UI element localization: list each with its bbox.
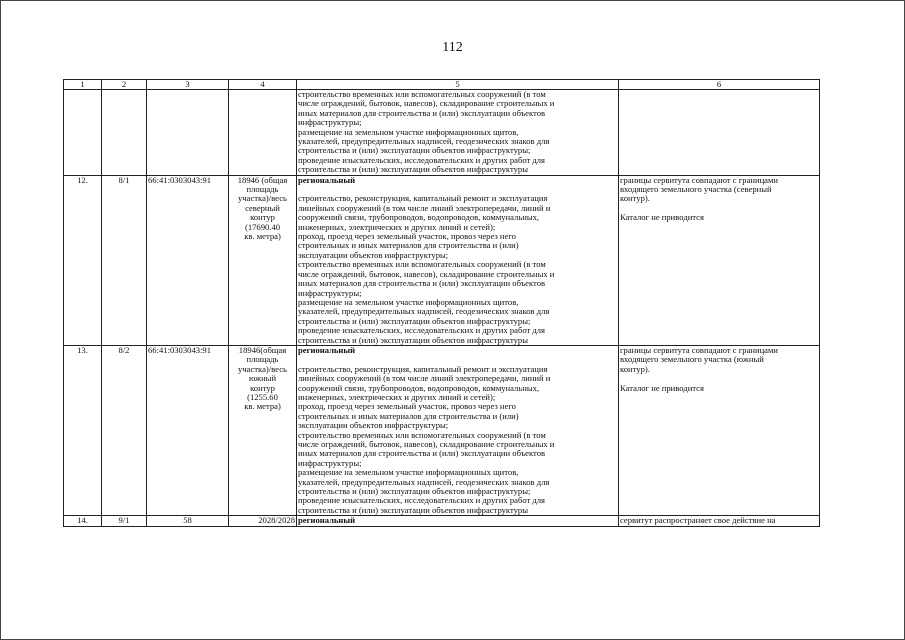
purpose-line: строительства и (или) эксплуатации объектов инфраструктуры; xyxy=(298,145,531,156)
purpose-line: инженерных, электрических и других линий и сетей); xyxy=(298,391,496,402)
continuation-row xyxy=(64,90,820,176)
purpose-line: иных материалов для строительства и (или) эксплуатации объектов xyxy=(298,278,546,289)
row-number: 14. xyxy=(64,516,102,526)
purpose-line: размещение на земельном участке информационных щитов, xyxy=(298,296,519,307)
catalog-note: Каталог не приводится xyxy=(620,382,704,393)
area-line: кв. метра) xyxy=(244,401,281,412)
purpose-line: строительство временных или вспомогательных сооружений (в том xyxy=(298,429,546,440)
purpose-line: строительство временных или вспомогательных сооружений (в том xyxy=(298,89,546,99)
status-label: региональный xyxy=(298,515,356,526)
note-line: границы сервитута совпадают с границами xyxy=(620,345,779,355)
note-line: контур). xyxy=(620,193,650,204)
empty-cell xyxy=(102,90,147,176)
purpose-line: проведение изыскательских, исследовательских и других работ для xyxy=(298,325,546,336)
area-line: площадь xyxy=(246,184,279,195)
purpose-line: указателей, предупредительных надписей, геодезических знаков для xyxy=(298,136,550,147)
servitude-table xyxy=(63,79,820,527)
area-cell xyxy=(229,345,297,515)
purpose-line: инженерных, электрических и других линий и сетей); xyxy=(298,221,496,232)
purpose-line: иных материалов для строительства и (или) эксплуатации объектов xyxy=(298,448,546,459)
header-cell: 3 xyxy=(147,80,229,90)
area-line: 18946(общая xyxy=(238,345,287,355)
purpose-cell xyxy=(297,516,619,526)
purpose-line: линейных сооружений (в том числе линий электропередачи, линий и xyxy=(298,373,551,384)
header-cell: 4 xyxy=(229,80,297,90)
row-number: 13. xyxy=(64,345,102,515)
purpose-line: проведение изыскательских, исследовательских и других работ для xyxy=(298,495,546,506)
area-line: южный xyxy=(248,373,277,384)
purpose-line: числе ограждений, бытовок, навесов), складирование строительных и xyxy=(298,268,555,279)
area-line: контур xyxy=(250,382,275,393)
note-line: входящего земельного участка (северный xyxy=(620,184,772,195)
note-cell xyxy=(619,345,820,515)
area-line: контур xyxy=(250,212,275,223)
area-line: 18946 (общая xyxy=(237,175,288,185)
empty-cell xyxy=(229,90,297,176)
area-line: (17690.40 xyxy=(244,221,281,232)
purpose-line: инфраструктуры; xyxy=(298,287,362,298)
table-header-row xyxy=(64,80,820,90)
purpose-line: размещение на земельном участке информационных щитов, xyxy=(298,126,519,137)
purpose-line: строительство, реконструкция, капитальный ремонт и эксплуатация xyxy=(298,193,548,204)
page-number: 112 xyxy=(442,40,463,55)
cadastral-number: 66:41:0303043:91 xyxy=(147,175,229,345)
row-number: 12. xyxy=(64,175,102,345)
area-cell xyxy=(229,175,297,345)
purpose-cell xyxy=(297,175,619,345)
catalog-note: Каталог не приводится xyxy=(620,212,704,223)
purpose-line: эксплуатации объектов инфраструктуры; xyxy=(298,420,449,431)
cadastral-number: 66:41:0303043:91 xyxy=(147,345,229,515)
note-line: сервитут распространяет свое действие на xyxy=(620,515,776,526)
purpose-line: эксплуатации объектов инфраструктуры; xyxy=(298,249,449,260)
purpose-line: размещение на земельном участке информационных щитов, xyxy=(298,467,519,478)
header-cell: 1 xyxy=(64,80,102,90)
status-label: региональный xyxy=(298,345,356,355)
purpose-line: строительства и (или) эксплуатации объектов инфраструктуры xyxy=(298,164,528,175)
purpose-line: сооружений связи, трубопроводов, водопроводов, коммунальных, xyxy=(298,212,540,223)
empty-cell xyxy=(64,90,102,176)
note-line: контур). xyxy=(620,363,650,374)
header-cell: 2 xyxy=(102,80,147,90)
purpose-line: строительных и иных материалов для строительства и (или) xyxy=(298,240,519,251)
area-cell xyxy=(229,516,297,526)
purpose-line: строительство временных или вспомогательных сооружений (в том xyxy=(298,259,546,270)
row-code: 9/1 xyxy=(102,516,147,526)
purpose-line: указателей, предупредительных надписей, геодезических знаков для xyxy=(298,476,550,487)
purpose-line: строительства и (или) эксплуатации объектов инфраструктуры xyxy=(298,504,528,515)
area-line: кв. метра) xyxy=(244,231,281,242)
purpose-line: проход, проезд через земельный участок, провоз через него xyxy=(298,401,516,412)
area-line: площадь xyxy=(246,354,279,365)
area-line: северный xyxy=(245,202,280,213)
purpose-line: иных материалов для строительства и (или) эксплуатации объектов xyxy=(298,107,546,118)
area-line: участка)/весь xyxy=(238,193,287,204)
purpose-line: инфраструктуры; xyxy=(298,117,362,128)
table-row xyxy=(64,175,820,345)
purpose-line: инфраструктуры; xyxy=(298,457,362,468)
note-line: входящего земельного участка (южный xyxy=(620,354,764,365)
purpose-line: проведение изыскательских, исследовательских и других работ для xyxy=(298,154,546,165)
empty-cell xyxy=(147,90,229,176)
table-row xyxy=(64,516,820,526)
purpose-line: указателей, предупредительных надписей, геодезических знаков для xyxy=(298,306,550,317)
area-line: участка)/весь xyxy=(238,363,287,374)
purpose-line: сооружений связи, трубопроводов, водопроводов, коммунальных, xyxy=(298,382,540,393)
purpose-line: линейных сооружений (в том числе линий электропередачи, линий и xyxy=(298,202,551,213)
note-cell xyxy=(619,516,820,526)
purpose-cell xyxy=(297,345,619,515)
purpose-line: строительных и иных материалов для строительства и (или) xyxy=(298,410,519,421)
purpose-line: числе ограждений, бытовок, навесов), складирование строительных и xyxy=(298,439,555,449)
status-label: региональный xyxy=(298,175,356,185)
purpose-line: строительства и (или) эксплуатации объектов инфраструктуры xyxy=(298,334,528,345)
area-line: (1255.60 xyxy=(247,391,278,402)
purpose-line: строительства и (или) эксплуатации объектов инфраструктуры; xyxy=(298,486,531,497)
note-line: границы сервитута совпадают с границами xyxy=(620,175,779,185)
purpose-cell xyxy=(297,90,619,176)
area-line: 2028/2028 xyxy=(258,515,295,526)
purpose-line: проход, проезд через земельный участок, провоз через него xyxy=(298,231,516,242)
note-cell xyxy=(619,90,820,176)
note-cell xyxy=(619,175,820,345)
purpose-line: строительство, реконструкция, капитальный ремонт и эксплуатация xyxy=(298,363,548,374)
row-code: 8/2 xyxy=(102,345,147,515)
header-cell: 6 xyxy=(619,80,820,90)
cadastral-number: 58 xyxy=(147,516,229,526)
header-cell: 5 xyxy=(297,80,619,90)
purpose-line: строительства и (или) эксплуатации объектов инфраструктуры; xyxy=(298,315,531,326)
row-code: 8/1 xyxy=(102,175,147,345)
purpose-line: числе ограждений, бытовок, навесов), складирование строительных и xyxy=(298,98,555,109)
table-row xyxy=(64,345,820,515)
